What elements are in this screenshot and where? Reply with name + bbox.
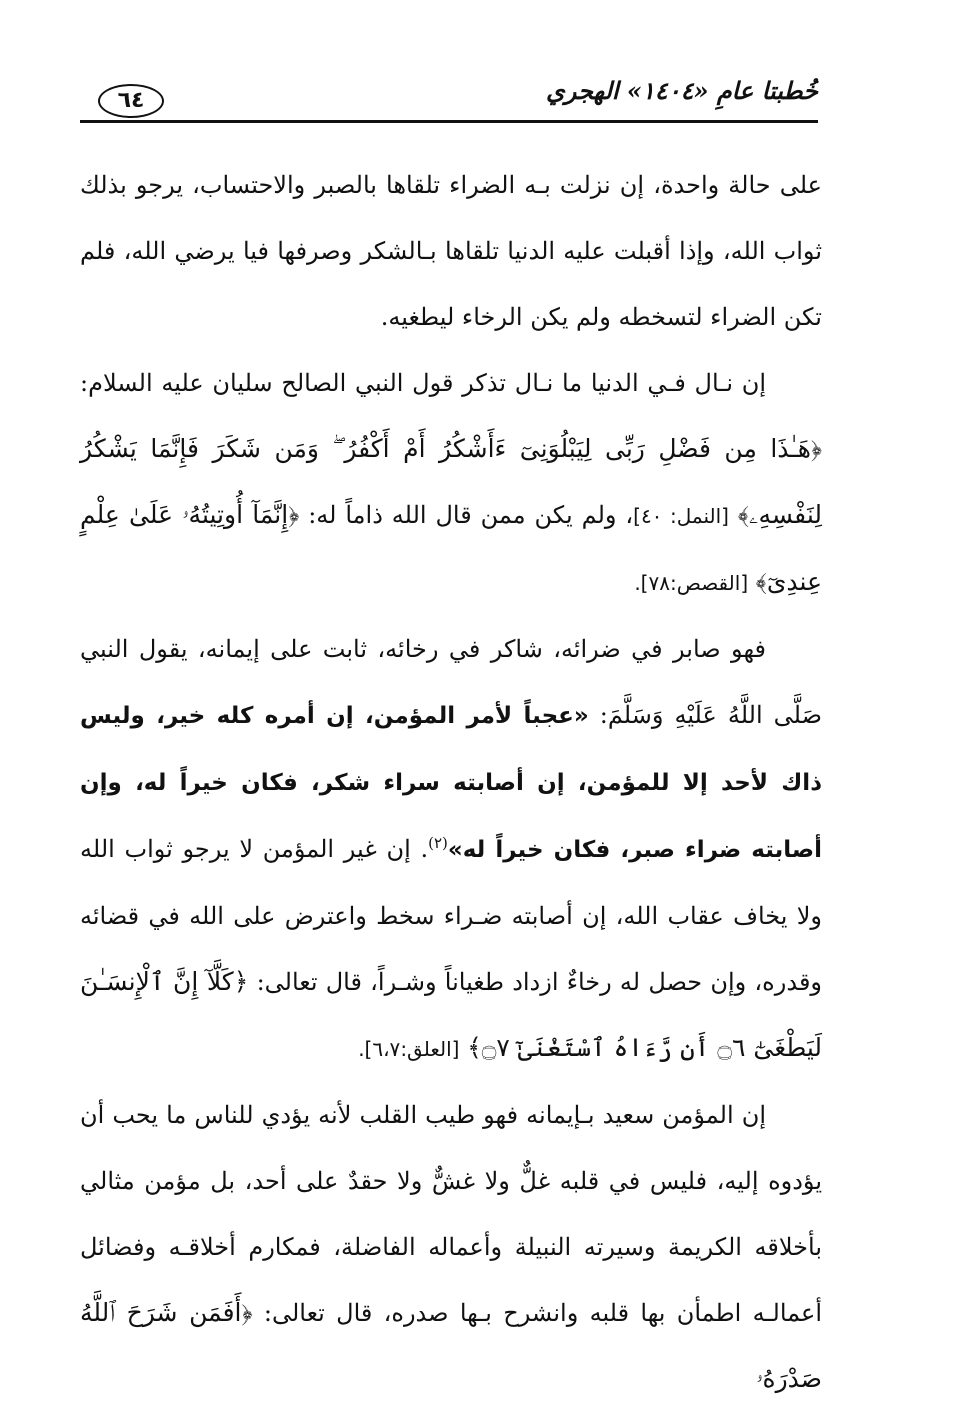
quran-verse-naml: ﴿هَـٰذَا مِن فَضْلِ رَبِّى لِيَبْلُوَنِىٓ ءَأَشْكُرُ أَمْ أَكْفُرُ ۖ وَمَن شَكَرَ فَإِنَّمَا يَشْكُرُ لِنَفْسِهِۦ﴾ xyxy=(80,434,822,529)
paragraph-2-intro: إن نـال فـي الدنيا ما نـال تذكر قول النبي الصالح سليان عليه السلام: xyxy=(80,369,766,397)
verse-reference-alaq: [العلق:٦،٧]. xyxy=(358,1037,460,1061)
header-divider xyxy=(80,120,818,123)
paragraph-2 xyxy=(80,350,822,616)
quran-verse-alaq: ﴿كَلَّآ إِنَّ ٱلْإِنسَـٰنَ لَيَطْغَىٰٓ ۝٦ أَن رَّءَاهُ ٱسْتَغْنَىٰٓ ۝٧﴾ xyxy=(80,967,822,1062)
paragraph-3-rest: . إن غير المؤمن لا يرجو ثواب الله ولا يخاف عقاب الله، إن أصابته ضـراء سخط واعترض على الله في قضائه وقدره، وإن حصل له رخاءٌ ازداد طغياناً وشـراً، قال تعالى: xyxy=(80,835,823,996)
page-header xyxy=(80,62,818,122)
page-number-badge xyxy=(98,84,164,118)
quran-verse-zumar: ﴿أَفَمَن شَرَحَ ٱللَّهُ صَدْرَهُۥ xyxy=(80,1298,822,1393)
paragraph-1 xyxy=(80,152,822,350)
paragraph-4 xyxy=(80,1082,822,1412)
running-title: خُطبتا عامِ «١٤٠٤» الهجري xyxy=(545,76,818,105)
body-text xyxy=(80,152,822,1412)
page-number: ٦٤ xyxy=(117,88,145,113)
paragraph-4-text: إن المؤمن سعيد بـإيمانه فهو طيب القلب لأنه يؤدي للناس ما يحب أن يؤدوه إليه، فليس في قلبه غلٌّ ولا غشٌّ ولا حقدٌ على أحد، بل مؤمن مثالي بأخلاقه الكريمة وسيرته النبيلة وأعماله الفاضلة، فمكارم أخلاقـه وفضائل أعمالـه اطمأن بها قلبه وانشرح بـها صدره، قال تعالى: xyxy=(80,1101,822,1327)
footnote-marker: (٢) xyxy=(428,834,448,852)
paragraph-3-intro: فهو صابر في ضرائه، شاكر في رخائه، ثابت على إيمانه، يقول النبي صَلَّى اللَّهُ عَلَيْهِ وَسَلَّمَ: xyxy=(80,635,822,729)
paragraph-3 xyxy=(80,616,822,1082)
verse-reference-qasas: [القصص:٧٨]. xyxy=(634,571,749,595)
paragraph-2-middle: ، ولم يكن ممن قال الله ذاماً له: xyxy=(308,501,634,529)
hadith-quote: «عجباً لأمر المؤمن، إن أمره كله خير، وليس ذاك لأحد إلا للمؤمن، إن أصابته سراء شكر، فكان خيراً له، وإن أصابته ضراء صبر، فكان خيراً له» xyxy=(80,703,823,863)
paragraph-1-text: على حالة واحدة، إن نزلت بـه الضراء تلقاها بالصبر والاحتساب، يرجو بذلك ثواب الله، وإذا أقبلت عليه الدنيا تلقاها بـالشكر وصرفها فيا يرضي الله، فلم تكن الضراء لتسخطه ولم يكن الرخاء ليطغيه. xyxy=(80,171,822,331)
quran-verse-qasas: ﴿إِنَّمَآ أُوتِيتُهُۥ عَلَىٰ عِلْمٍ عِندِىٓ﴾ xyxy=(80,500,822,596)
verse-reference-naml: [النمل: ٤٠] xyxy=(633,504,729,528)
